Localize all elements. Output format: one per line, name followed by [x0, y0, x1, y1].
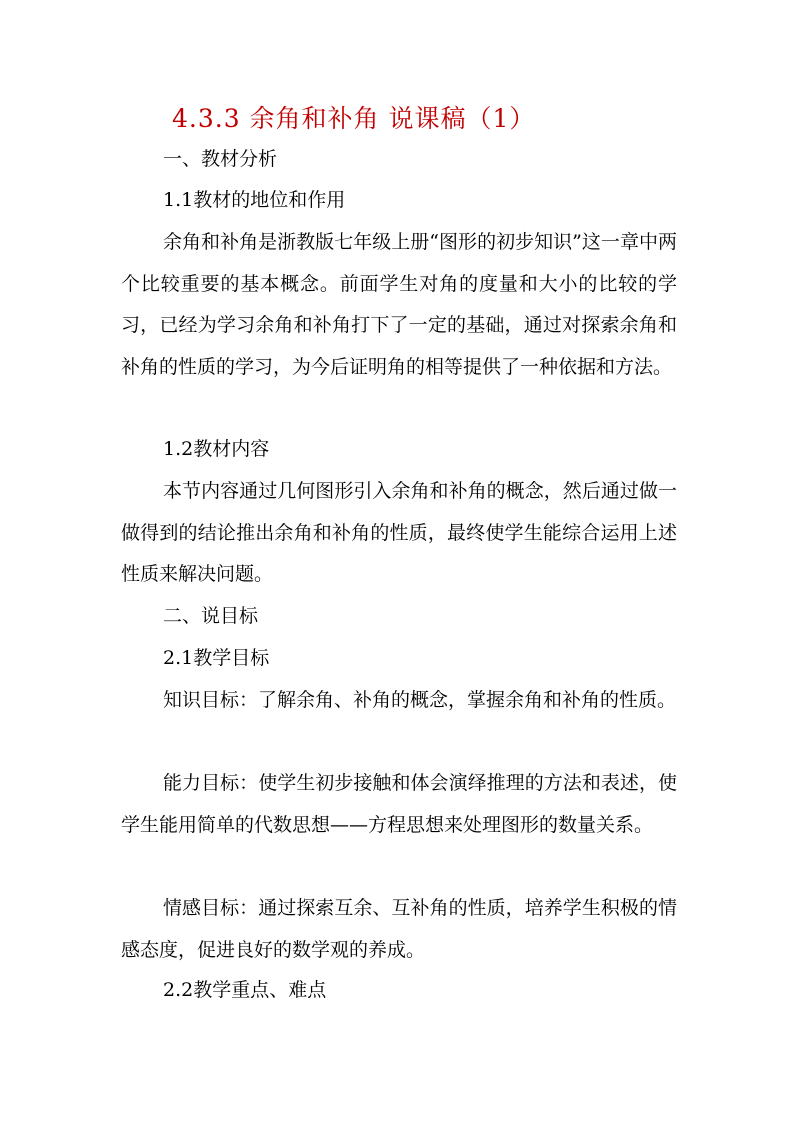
paragraph-material-content: 本节内容通过几何图形引入余角和补角的概念，然后通过做一做得到的结论推出余角和补角的性质，最终使学生能综合运用上述性质来解决问题。: [121, 480, 677, 585]
subsection-heading-1-2: 1.2教材内容: [163, 438, 270, 460]
subsection-heading-1-1: 1.1教材的地位和作用: [163, 189, 346, 211]
paragraph-emotion-objective: 情感目标：通过探索互余、互补角的性质，培养学生积极的情感态度，促进良好的数学观的养成。: [121, 897, 677, 961]
paragraph-knowledge-objective: 知识目标：了解余角、补角的概念，掌握余角和补角的性质。: [163, 689, 677, 711]
paragraph-ability-objective: 能力目标：使学生初步接触和体会演绎推理的方法和表述，使学生能用简单的代数思想——方程思想来处理图形的数量关系。: [121, 772, 677, 836]
paragraph-material-role: 余角和补角是浙教版七年级上册“图形的初步知识”这一章中两个比较重要的基本概念。前面学生对角的度量和大小的比较的学习，已经为学习余角和补角打下了一定的基础，通过对探索余角和补角的性质的学习，为今后证明角的相等提供了一种依据和方法。: [121, 231, 677, 378]
subsection-heading-2-1: 2.1教学目标: [163, 647, 270, 669]
subsection-heading-2-2: 2.2教学重点、难点: [163, 979, 327, 1001]
section-heading-objectives: 二、说目标: [163, 605, 259, 627]
section-heading-materials-analysis: 一、教材分析: [163, 148, 278, 170]
document-title: 4.3.3 余角和补角 说课稿（1）: [172, 104, 536, 133]
